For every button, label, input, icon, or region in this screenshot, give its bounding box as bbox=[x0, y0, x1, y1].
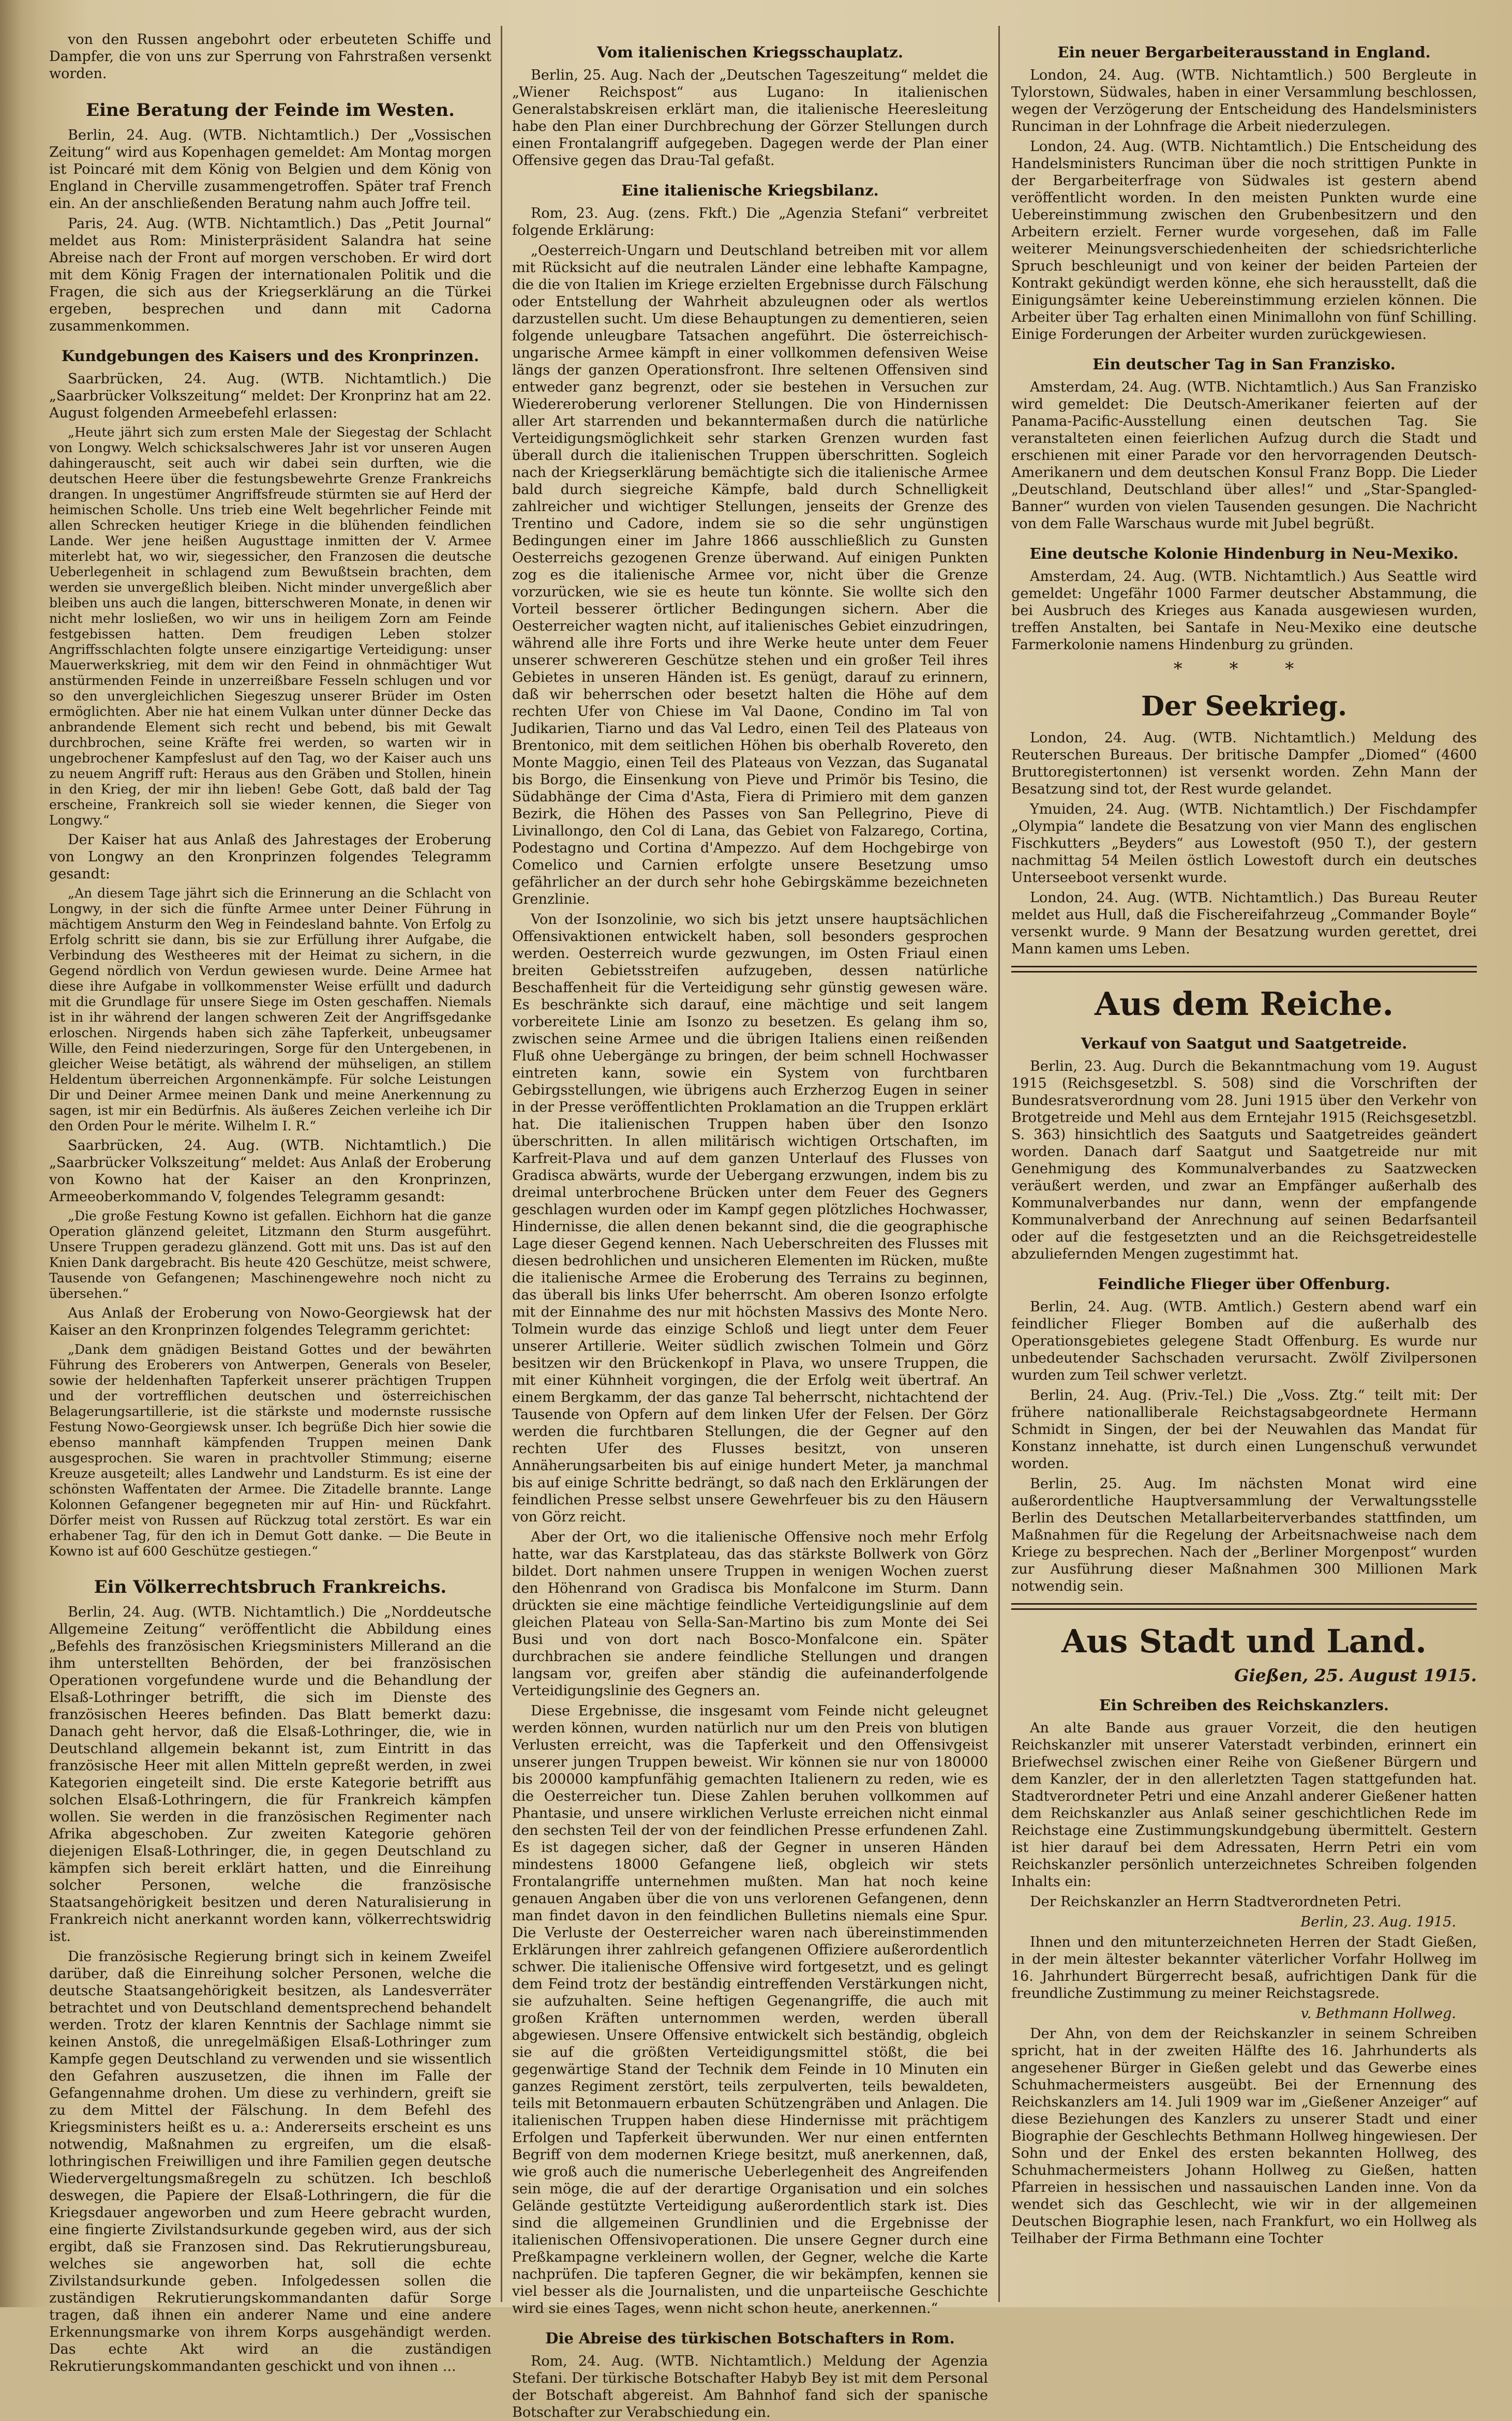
page-fold-shadow bbox=[0, 0, 36, 2307]
paragraph: Berlin, 23. Aug. Durch die Bekanntmachung vom 19. August 1915 (Reichsgesetzbl. S. 508) sind die Vorschriften der Bundesratsverordnung vom 28. Juni 1915 über den Verkehr von Brotgetreide und Mehl aus dem Erntejahr 1915 (Reichsgesetzbl. S. 363) hinsichtlich des Saatguts und Saatgetreides geändert worden. Danach darf Saatgut und Saatgetreide nur mit Genehmigung des Kommunalverbandes zu Saatzwecken veräußert werden, und zwar an Empfänger außerhalb des Kommunalverbandes nur dann, wenn der empfangende Kommunalverband der Anrechnung auf seinen Bedarfsanteil oder auf die festgesetzten und an die Reichsgetreidestelle abzuliefernden Mengen zugestimmt hat. bbox=[1011, 1058, 1477, 1262]
column-2 bbox=[512, 31, 988, 2420]
section-heading-stadt-land: Aus Stadt und Land. bbox=[1061, 1622, 1427, 1660]
column-1 bbox=[49, 31, 491, 2374]
paragraph: London, 24. Aug. (WTB. Nichtamtlich.) Die Entscheidung des Handelsministers Runciman über die noch strittigen Punkte in der Bergarbeiterfrage von Südwales ist gestern abend veröffentlicht worden. In den meisten Punkten wurde eine Uebereinstimmung zwischen den Grubenbesitzern und den Arbeitern erzielt. Ferner wurde vorgesehen, daß im Falle weiterer Meinungsverschiedenheiten der schiedsrichterliche Spruch beschleunigt und von keiner der beiden Parteien der Kontrakt gekündigt werden könne, ehe sich herausstellt, daß die Einigungsämter keine Uebereinstimmung erzielen können. Die Arbeiter über Tag erhalten einen Minimallohn von fünf Schilling. Einige Forderungen der Arbeiter wurden zurückgewiesen. bbox=[1011, 139, 1477, 342]
subheading-reichskanzler: Ein Schreiben des Reichskanzlers. bbox=[1099, 1696, 1389, 1714]
paragraph: Rom, 24. Aug. (WTB. Nichtamtlich.) Meldung der Agenzia Stefani. Der türkische Botschafter Habyb Bey ist mit dem Personal der Botschaft abgereist. Am Bahnhof fand sich der spanische Botschafter zur Verabschiedung ein. bbox=[512, 2353, 988, 2420]
paragraph: „Dank dem gnädigen Beistand Gottes und der bewährten Führung des Eroberers von Antwerpen, Generals von Beseler, sowie der heldenhaften Tapferkeit unserer prächtigen Truppen und der vortrefflichen deutschen und österreichischen Belagerungsartillerie, ist die stärkste und modernste russische Festung Nowo-Georgiewsk unser. Ich begrüße Dich hier sowie die ebenso mannhaft kämpfenden Truppen meinen Dank ausgesprochen. Sie waren in prachtvoller Stimmung; eiserne Kreuze ausgeteilt; alles Landwehr und Landsturm. Es ist eine der schönsten Waffentaten der Armee. Die Zitadelle brannte. Lange Kolonnen Gefangener begegneten mir auf Hin- und Rückfahrt. Dörfer meist von Russen auf Rückzug total zerstört. Es war ein erhabener Tag, für den ich in Demut Gott danke. — Die Beute in Kowno ist auf 600 Geschütze gestiegen.“ bbox=[49, 1342, 491, 1559]
article-heading-kriegsbilanz: Eine italienische Kriegsbilanz. bbox=[621, 182, 879, 199]
paragraph: London, 24. Aug. (WTB. Nichtamtlich.) 500 Bergleute in Tylorstown, Südwales, haben in einer Versammlung beschlossen, wegen der Verzögerung der Entscheidung des Handelsministers Runciman in der Lohnfrage die Arbeit niederzulegen. bbox=[1011, 67, 1477, 134]
paragraph: Rom, 23. Aug. (zens. Fkft.) Die „Agenzia Stefani“ verbreitet folgende Erklärung: bbox=[512, 205, 988, 238]
article-heading-beratung: Eine Beratung der Feinde im Westen. bbox=[86, 100, 455, 121]
paragraph: Aus Anlaß der Eroberung von Nowo-Georgiewsk hat der Kaiser an den Kronprinzen folgendes Telegramm gerichtet: bbox=[49, 1305, 491, 1338]
paragraph: Ihnen und den mitunterzeichneten Herren der Stadt Gießen, in der mein ältester bekannter väterlicher Vorfahr Hollweg im 16. Jahrhundert Bürgerrecht besaß, aufrichtigen Dank für die freundliche Zustimmung zu meiner Reichstagsrede. bbox=[1011, 1934, 1477, 2001]
paragraph: Der Kaiser hat aus Anlaß des Jahrestages der Eroberung von Longwy an den Kronprinzen folgendes Telegramm gesandt: bbox=[49, 832, 491, 882]
paragraph: Berlin, 25. Aug. Im nächsten Monat wird eine außerordentliche Hauptversammlung der Verwaltungsstelle Berlin des Deutschen Metallarbeiterverbandes stattfinden, um Maßnahmen für die Regelung der Arbeitsnachweise nach dem Kriege zu besprechen. Nach der „Berliner Morgenpost“ wurden zur Ausführung dieser Maßnahmen 300 Millionen Mark notwendig sein. bbox=[1011, 1476, 1477, 1594]
article-heading-san-franzisko: Ein deutscher Tag in San Franzisko. bbox=[1092, 355, 1396, 373]
paragraph: Diese Ergebnisse, die insgesamt vom Feinde nicht geleugnet werden können, wurden natürlich nur um den Preis von blutigen Verlusten erreicht, was die Tapferkeit und den Offensivgeist unserer jungen Truppen beweist. Wir können sie nur von 180000 bis 200000 kampfunfähig gemachten Italienern zu reden, wie es die Oesterreicher tun. Diese Zahlen beruhen vollkommen auf Phantasie, und unsere wirklichen Verluste erreichen nicht einmal den sechsten Teil der von der feindlichen Presse erfundenen Zahl. Es ist dagegen sicher, daß der Gegner in unseren Händen mindestens 18000 Gefangene ließ, obgleich wir stets Frontalangriffe unternehmen mußten. Man hat noch keine genauen Angaben über die von uns verlorenen Gefangenen, denn man findet davon in den feindlichen Bulletins niemals eine Spur. Die Verluste der Oesterreicher waren nach übereinstimmenden Erklärungen ihrer zahlreich gefangenen Offiziere außerordentlich schwer. Die italienische Offensive wird fortgesetzt, und es gelingt dem Feind trotz der beständig eintreffenden Verstärkungen nicht, sie aufzuhalten. Seine heftigen Gegenangriffe, die auch mit großen Kräften unternommen werden, werden überall abgewiesen. Unsere Offensive entwickelt sich beständig, obgleich sie auf die größten Verteidigungsmittel stößt, die bei gegenwärtige Stand der Technik dem Feinde in 10 Minuten ein ganzes Regiment zerstört, teils zerpulverten, teils bewaldeten, teils mit Betonmauern erbauten Schützengräben und Anlagen. Die italienischen Truppen haben diese Hindernisse mit prächtigem Erfolgen und Tapferkeit überwunden. Wer nur einen entfernten Begriff von dem modernen Kriege besitzt, muß anerkennen, daß, wie groß auch die numerische Ueberlegenheit des Angreifenden sein möge, die auf der derartige Organisation und ein solches Gelände gestützte Verteidigung außerordentlich stark ist. Dies sind die allgemeinen Grundlinien und die Ergebnisse der italienischen Offensivoperationen. Die unsere Gegner durch eine Preßkampagne verkleinern wollen, der Gegner, welche die Karte nachprüfen. Die tapferen Gegner, die wir bekämpfen, kennen sie viel besser als die Journalisten, und die unparteiische Geschichte wird sie eines Tages, wenn nicht schon heute, anerkennen.“ bbox=[512, 1703, 988, 2317]
paragraph: Ymuiden, 24. Aug. (WTB. Nichtamtlich.) Der Fischdampfer „Olympia“ landete die Besatzung von vier Mann des englischen Fischkutters „Beyders“ aus Lowestoft (950 T.), der gestern nachmittag 54 Meilen östlich Lowestoft durch ein deutsches Unterseeboot versenkt wurde. bbox=[1011, 801, 1477, 886]
section-rule bbox=[1011, 966, 1477, 973]
article-heading-bergarbeiter: Ein neuer Bergarbeiterausstand in England. bbox=[1057, 43, 1431, 61]
paragraph: „Heute jährt sich zum ersten Male der Siegestag der Schlacht von Longwy. Welch schicksalschweres Jahr ist vor unseren Augen dahingerauscht, seit auch wir dabei sein durften, wie die deutschen Heere über die festungsbewehrte Grenze Frankreichs drangen. In ungestümer Angriffsfreude stürmten sie auf Herd der heimischen Scholle. Uns trieb eine Welt begehrlicher Feinde mit allen Schrecken heutiger Kriege in die blühenden feindlichen Lande. Wer jene heißen Augusttage inmitten der V. Armee miterlebt hat, wo wir, siegessicher, den Franzosen die deutsche Ueberlegenheit in schlagend zum Bewußtsein brachten, dem werden sie unvergeßlich bleiben. Nicht minder unvergeßlich aber bleiben uns auch die langen, bitterschweren Monate, in denen wir nicht mehr losließen, wo wir uns in heiligem Zorn am Feinde festgebissen hatten. Dem freudigen Leben stolzer Angriffsschlachten folgte unsere einzigartige Verteidigung: unser Mauerwerkskrieg, mit dem wir den Feind in ohnmächtiger Wut anstürmenden Feinde in unzerreißbare Fesseln schlugen und vor so den unvergleichlichen Siegeszug unserer Brüder im Osten ermöglichten. Aber nie hat einem Vulkan unter dünner Decke das anbrandende Element sich recht und bebend, bis mit Gewalt durchbrochen, seine Kräfte frei werden, so warten wir in ungebrochener Kampfeslust auf den Tag, wo der Kaiser auch uns zu neuem Angriff ruft: Heraus aus den Gräben und Stollen, hinein in den Krieg, der mir ihn lieben! Gebe Gott, daß bald der Tag erscheine, Frankreich soll sie wieder kennen, die Sieger von Longwy.“ bbox=[49, 425, 491, 828]
paragraph: „Die große Festung Kowno ist gefallen. Eichhorn hat die ganze Operation glänzend geleitet, Litzmann den Sturm ausgeführt. Unsere Truppen geradezu glänzend. Gott mit uns. Das ist auf den Knien Dank dargebracht. Bis heute 420 Geschütze, meist schwere, Tausende von Gefangenen; Maschinengewehre noch nicht zu übersehen.“ bbox=[49, 1208, 491, 1301]
signature: v. Bethmann Hollweg. bbox=[1300, 2006, 1456, 2022]
section-heading-seekrieg: Der Seekrieg. bbox=[1141, 691, 1348, 722]
paragraph: Der Ahn, von dem der Reichskanzler in seinem Schreiben spricht, hat in der zweiten Hälfte des 16. Jahrhunderts als angesehener Bürger in Gießen gelebt und das Gewerbe eines Schuhmachermeisters ausgeübt. Bei der Ernennung des Reichskanzlers am 14. Juli 1909 war im „Gießener Anzeiger“ auf diese Beziehungen des Kanzlers zu unserer Stadt und einer Biographie der Geschlechts Bethmann Hollweg hingewiesen. Der Sohn und der Enkel des ersten bekannten Hollweg, des Schuhmachermeisters Johann Hollweg zu Gießen, hatten Pfarreien in hessischen und nassauischen Landen inne. Von da wendet sich das Geschlecht, wie wir in der allgemeinen Deutschen Biographie lesen, nach Frankfurt, wo ein Hollweg als Teilhaber der Firma Bethmann eine Tochter bbox=[1011, 2026, 1477, 2247]
paragraph: An alte Bande aus grauer Vorzeit, die den heutigen Reichskanzler mit unserer Vaterstadt verbinden, erinnert ein Briefwechsel zwischen einer Reihe von Gießener Bürgern und dem Kanzler, der in den allerletzten Tagen stattgefunden hat. Stadtverordneter Petri und eine Anzahl anderer Gießener hatten dem Reichskanzler aus Anlaß seiner geschichtlichen Rede im Reichstage eine Zustimmungskundgebung übermittelt. Gestern ist hier darauf bei dem Adressaten, Herrn Petri ein vom Reichskanzler persönlich unterzeichnetes Schreiben folgenden Inhalts ein: bbox=[1011, 1720, 1477, 1890]
local-dateline: Gießen, 25. August 1915. bbox=[1234, 1665, 1477, 1685]
paragraph: „Oesterreich-Ungarn und Deutschland betreiben mit vor allem mit Rücksicht auf die neutralen Länder eine lebhafte Kampagne, die die von Italien im Kriege erzielten Ergebnisse durch Fälschung oder Entstellung der Wahrheit abzuleugnen oder als wertlos darzustellen sucht. Um diese Behauptungen zu dementieren, seien folgende unleugbare Tatsachen angeführt. Die österreichisch-ungarische Armee kämpft in einer vollkommen defensiven Weise längs der ganzen Operationsfront. Ihre seltenen Offensiven sind entweder ganz begrenzt, oder sie bestehen in Versuchen zur Wiedereroberung verlorener Stellungen. Die von Hindernissen aller Art starrenden und bekanntermaßen durch die natürliche Verteidigungsmöglichkeit sehr starken Grenzen wurden fast überall durch die italienischen Truppen überschritten. Sogleich nach der Kriegserklärung bemächtigte sich die italienische Armee bald durch siegreiche Kämpfe, bald durch Schnelligkeit zahlreicher und wichtiger Stellungen, jenseits der Grenze des Trentino und Cadore, indem sie so die sehr ungünstigen Bedingungen einer im Jahre 1866 ausschließlich zu Gunsten Oesterreichs gezogenen Grenze überwand. Auf einigen Punkten zog es die italienische Armee vor, nicht über die Grenze vorzurücken, wie sie es heute tun könnte. Sie wollte sich den Vorteil besserer örtlicher Bedingungen sichern. Aber die Oesterreicher wagten nicht, auf italienisches Gebiet einzudringen, während alle ihre Forts und ihre Werke heute unter dem Feuer unserer schwereren Geschütze stehen und ein großer Teil ihres Gebietes in unseren Händen ist. Es genügt, darauf zu erinnern, daß wir beherrschen oder besetzt halten die Höhe auf dem rechten Ufer von Chiese im Val Daone, Condino im Tal von Judikarien, Tiarno und das Val Ledro, einen Teil des Plateaus von Brentonico, mit dem seitlichen Höhen bis oberhalb Rovereto, den Monte Maggio, einen Teil des Plateaus von Vezzan, das Suganatal bis Borgo, die Einsenkung von Pieve und Primör bis Tesino, die Südabhänge der Cima d'Asta, Fiera di Primiero mit dem ganzen Bezirk, die Höhen des Passes von San Pellegrino, Pieve di Livinallongo, den Col di Lana, das Gebiet von Falzarego, Cortina, Podestagno und Cortina d'Ampezzo. Auf dem Hochgebirge von Comelico und Carnien erfolgte unsere Besetzung umso gefährlicher an der durch sehr hohe Gebirgskämme bezeichneten Grenzlinie. bbox=[512, 243, 988, 907]
paragraph: Die französische Regierung bringt sich in keinem Zweifel darüber, daß die Einreihung solcher Personen, welche die deutsche Staatsangehörigkeit besitzen, als Landesverräter betrachtet und von Deutschland dementsprechend behandelt werden. Trotz der klaren Kenntnis der Sachlage nimmt sie keinen Anstoß, die unregelmäßigen Elsaß-Lothringer zum Kampfe gegen Deutschland zu verwenden und sie wissentlich den Gefahren auszusetzen, die ihnen im Falle der Gefangennahme drohen. Um diese zu verhindern, greift sie zu dem Mittel der Fälschung. In dem Befehl des Kriegsministers heißt es u. a.: Andererseits erscheint es uns notwendig, Maßnahmen zu ergreifen, um die elsaß-lothringischen Freiwilligen und ihre Familien gegen deutsche Wiedervergeltungsmaßregeln zu schützen. Ich beschloß deswegen, die Papiere der Elsaß-Lothringern, die für die Kriegsdauer angeworben und zum Heere gebracht wurden, eine fingierte Zivilstandsurkunde gegeben wird, aus der sich ergibt, daß sie Franzosen sind. Das Rekrutierungsbureau, welches sie angeworben hat, soll die echte Zivilstandsurkunde geben. Infolgedessen sollen die zuständigen Rekrutierungskommandanten dafür Sorge tragen, daß ihnen ein anderer Name und eine andere Erkennungsmarke von ihrem Korps ausgehändigt werden. Das echte Akt wird an die zuständigen Rekrutierungskommandanten geschickt und von ihnen ... bbox=[49, 1949, 491, 2374]
subheading-saatgut: Verkauf von Saatgut und Saatgetreide. bbox=[1081, 1035, 1408, 1052]
article-heading-voelkerrecht: Ein Völkerrechtsbruch Frankreichs. bbox=[94, 1577, 447, 1597]
article-heading-kundgebungen: Kundgebungen des Kaisers und des Kronprinzen. bbox=[61, 347, 480, 365]
article-heading-kriegsschauplatz: Vom italienischen Kriegsschauplatz. bbox=[597, 43, 903, 61]
paragraph: Berlin, 24. Aug. (WTB. Nichtamtlich.) Die „Norddeutsche Allgemeine Zeitung“ veröffentlicht die Abbildung eines „Befehls des französischen Kriegsministers Millerand an die ihm unterstellten Behörden, der bei französischen Operationen vorgefundene wurde und die Behandlung der Elsaß-Lothringer betrifft, die sich im Dienste des französischen Heeres befinden. Das Blatt bemerkt dazu: Danach geht hervor, daß die Elsaß-Lothringer, die, wie in Deutschland allgemein bekannt ist, zum Eintritt in das französische Heer mit allen Mitteln gepreßt werden, in zwei Kategorien eingeteilt sind. Die erste Kategorie betrifft aus solchen Elsaß-Lothringern, die für Frankreich kämpfen wollen. Sie werden in die französischen Regimenter nach Afrika abgeschoben. Zur zweiten Kategorie gehören diejenigen Elsaß-Lothringer, die, in gegen Deutschland zu kämpfen sich bereit erklärt hatten, und die Einreihung solcher Personen, welche die französische Staatsangehörigkeit besitzen und deren Naturalisierung in Frankreich nicht anerkannt worden kann, völkerrechtswidrig ist. bbox=[49, 1604, 491, 1945]
article-heading-hindenburg: Eine deutsche Kolonie Hindenburg in Neu-Mexiko. bbox=[1029, 545, 1459, 562]
section-rule bbox=[1011, 1603, 1477, 1610]
column-rule-2 bbox=[998, 26, 1000, 2302]
paragraph: Berlin, 25. Aug. Nach der „Deutschen Tageszeitung“ meldet die „Wiener Reichspost“ aus Lugano: In italienischen Generalstabskreisen erklärt man, die italienische Heeresleitung habe den Plan einer Durchbrechung der Görzer Stellungen durch einen Frontalangriff aufgegeben. Dagegen werde der Plan einer Offensive gegen das Drau-Tal gefaßt. bbox=[512, 67, 988, 169]
column-rule-1 bbox=[501, 26, 502, 2302]
paragraph: London, 24. Aug. (WTB. Nichtamtlich.) Meldung des Reuterschen Bureaus. Der britische Dampfer „Diomed“ (4600 Bruttoregistertonnen) ist versenkt worden. Zehn Mann der Besatzung sind tot, der Rest wurde gelandet. bbox=[1011, 730, 1477, 797]
paragraph: Von der Isonzolinie, wo sich bis jetzt unsere hauptsächlichen Offensivaktionen entwickelt haben, soll besonders gesprochen werden. Oesterreich wurde gezwungen, im Osten Friaul einen breiten Gebietsstreifen aufzugeben, dessen natürliche Beschaffenheit für die Verteidigung sehr günstig gewesen wäre. Es beschränkte sich darauf, eine mächtige und seit langem vorbereitete Linie am Isonzo zu besetzen. Es gelang ihm so, zwischen seine Armee und die übrigen Italiens einen reißenden Fluß ohne Uebergänge zu bringen, der beim schnell Hochwasser eintreten kann, sowie ein System von furchtbaren Gebirgsstellungen, wie übrigens auch Erzherzog Eugen in seiner in der Presse veröffentlichten Proklamation an die Truppen erklärt hat. Die italienischen Truppen haben über den Isonzo überschritten. In allen militärisch wichtigen Ortschaften, im Karfreit-Plava und auf dem ganzen Unterlauf des Flusses von Gradisca abwärts, wurde der Uebergang erzwungen, indem bis zu dreimal unterbrochene Brücken unter dem Feuer des Gegners geschlagen wurden oder im Kampf gegen plötzliches Hochwasser, Hindernisse, die allen denen bekannt sind, die die geographische Lage dieser Gegend kennen. Nach Ueberschreiten des Flusses mit diesen bedrohlichen und unsicheren Elementen im Rücken, mußte die italienische Armee die Eroberung des Terrains zu beginnen, das überall bis links Ufer beherrscht. Am oberen Isonzo erfolgte mit der Einnahme des nur mit höchsten Massivs des Monte Nero. Tolmein wurde das einzige Schloß und liegt unter dem Feuer unserer Artillerie. Weiter südlich zwischen Tolmein und Görz besitzen wir den Brückenkopf in Plava, wo unsere Truppen, die mit einer Kühnheit vorgingen, die der Erfolg weit übertraf. An einem Bergkamm, der das ganze Tal beherrscht, nichtachtend der Tausende von Opfern auf dem linken Ufer der Felsen. Der Görz werden die furchtbaren Stellungen, die der Gegner auf den rechten Ufer des Flusses besitzt, von unseren Annäherungsarbeiten bis auf einige hundert Meter, ja manchmal bis auf einige Schritte bedrängt, so daß nach den Erklärungen der feindlichen Presse selbst unsere Gewehrfeuer bis zu den Häusern von Görz reicht. bbox=[512, 911, 988, 1525]
subheading-offenburg: Feindliche Flieger über Offenburg. bbox=[1098, 1275, 1390, 1293]
paragraph: Berlin, 24. Aug. (WTB. Amtlich.) Gestern abend warf ein feindlicher Flieger Bomben auf die außerhalb des Operationsgebietes gelegene Stadt Offenburg. Es wurde nur unbedeutender Sachschaden verursacht. Zwölf Zivilpersonen wurden zum Teil schwer verletzt. bbox=[1011, 1299, 1477, 1383]
paragraph: „An diesem Tage jährt sich die Erinnerung an die Schlacht von Longwy, in der sich die fünfte Armee unter Deiner Führung in mächtigem Ansturm den Weg in Feindesland bahnte. Von Erfolg zu Erfolg schritt sie dann, bis sie zur Erfüllung ihrer Aufgabe, die Verbindung des Westheeres mit der Heimat zu sichern, in die Gegend nördlich von Verdun gewiesen wurde. Deine Armee hat diese ihre Aufgabe in vollkommenster Weise erfüllt und dadurch mit die Grundlage für unsere Siege im Osten geschaffen. Niemals ist in ihr während der langen schweren Zeit der Angriffsgedanke erloschen. Nirgends haben sich zähe Tapferkeit, unbeugsamer Wille, den Feind niederzuringen, Sorge für den Untergebenen, in gleicher Weise betätigt, als während der mühseligen, an stillem Heldentum überreichen Argonnenkämpfe. Für solche Leistungen Dir und Deiner Armee meinen Dank und meine Anerkennung zu sagen, ist mir ein Bedürfnis. Als äußeres Zeichen verleihe ich Dir den Orden Pour le mérite. Wilhelm I. R.“ bbox=[49, 886, 491, 1133]
paragraph: Amsterdam, 24. Aug. (WTB. Nichtamtlich.) Aus Seattle wird gemeldet: Ungefähr 1000 Farmer deutscher Abstammung, die bei Ausbruch des Krieges aus Kanada ausgewiesen wurden, treffen Anstalten, bei Santafe in Neu-Mexiko eine deutsche Farmerkolonie namens Hindenburg zu gründen. bbox=[1011, 569, 1477, 653]
paragraph: Der Reichskanzler an Herrn Stadtverordneten Petri. bbox=[1030, 1894, 1402, 1910]
paragraph: Berlin, 24. Aug. (Priv.-Tel.) Die „Voss. Ztg.“ teilt mit: Der frühere nationalliberale Reichstagsabgeordnete Hermann Schmidt in Singen, der bei der Neuwahlen das Mandat für Konstanz innehatte, ist durch einen Lungenschuß verwundet worden. bbox=[1011, 1387, 1477, 1472]
paragraph: Paris, 24. Aug. (WTB. Nichtamtlich.) Das „Petit Journal“ meldet aus Rom: Ministerpräsident Salandra hat seine Abreise nach der Front auf morgen verschoben. Er wird dort mit dem König Fragen der internationalen Politik und die Fragen, die sich aus der Kriegserklärung an die Türkei ergeben, besprechen und dann mit Cadorna zusammenkommen. bbox=[49, 216, 491, 334]
column-3 bbox=[1011, 31, 1477, 2297]
section-divider-stars: * * * bbox=[1173, 659, 1315, 679]
paragraph: Berlin, 24. Aug. (WTB. Nichtamtlich.) Der „Vossischen Zeitung“ wird aus Kopenhagen gemeldet: Am Montag morgen ist Poincaré mit dem König von Belgien und dem König von England in Cherville zusammengetroffen. Später traf French ein. An der anschließenden Beratung nahm auch Joffre teil. bbox=[49, 127, 491, 212]
paragraph: Saarbrücken, 24. Aug. (WTB. Nichtamtlich.) Die „Saarbrücker Volkszeitung“ meldet: Aus Anlaß der Eroberung von Kowno hat der Kaiser an den Kronprinzen, Armeeoberkommando V, folgendes Telegramm gesandt: bbox=[49, 1138, 491, 1205]
article-heading-botschafter: Die Abreise des türkischen Botschafters in Rom. bbox=[545, 2329, 955, 2347]
paragraph: Aber der Ort, wo die italienische Offensive noch mehr Erfolg hatte, war das Karstplateau, das das stärkste Bollwerk von Görz bildet. Dort nahmen unsere Truppen in wenigen Wochen zuerst den Höhenrand von Gradisca bis Monfalcone im Sturm. Dann drückten sie eine mächtige feindliche Verteidigungslinie auf dem gleichen Plateau von Sella-San-Martino bis zum Monte dei Sei Busi und von dort nach Bosco-Monfalcone ein. Später durchbrachen sie andere feindliche Stellungen und drangen langsam vor, greifen aber ständig die aufeinanderfolgende Verteidigungslinie des Gegners an. bbox=[512, 1529, 988, 1699]
paragraph: London, 24. Aug. (WTB. Nichtamtlich.) Das Bureau Reuter meldet aus Hull, daß die Fischereifahrzeug „Commander Boyle“ versenkt wurde. 9 Mann der Besatzung wurden gerettet, drei Mann kamen ums Leben. bbox=[1011, 890, 1477, 957]
paragraph: Saarbrücken, 24. Aug. (WTB. Nichtamtlich.) Die „Saarbrücker Volkszeitung“ meldet: Der Kronprinz hat am 22. August folgenden Armeebefehl erlassen: bbox=[49, 371, 491, 421]
paragraph: Amsterdam, 24. Aug. (WTB. Nichtamtlich.) Aus San Franzisko wird gemeldet: Die Deutsch-Amerikaner feierten auf der Panama-Pacific-Ausstellung einen deutschen Tag. Sie veranstalteten einen feierlichen Aufzug durch die Stadt und erschienen mit einer Parade vor den hervorragenden Deutsch-Amerikanern und dem deutschen Konsul Franz Bopp. Die Lieder „Deutschland, Deutschland über alles!“ und „Star-Spangled-Banner“ wurden von vielen Tausenden gesungen. Die Nachricht von dem Falle Warschaus wurde mit Jubel begrüßt. bbox=[1011, 379, 1477, 532]
intro-text: von den Russen angebohrt oder erbeuteten Schiffe und Dampfer, die von uns zur Sperrung von Fahrstraßen versenkt worden. bbox=[49, 32, 491, 82]
section-heading-reiche: Aus dem Reiche. bbox=[1094, 985, 1394, 1023]
letter-date: Berlin, 23. Aug. 1915. bbox=[1300, 1914, 1456, 1930]
